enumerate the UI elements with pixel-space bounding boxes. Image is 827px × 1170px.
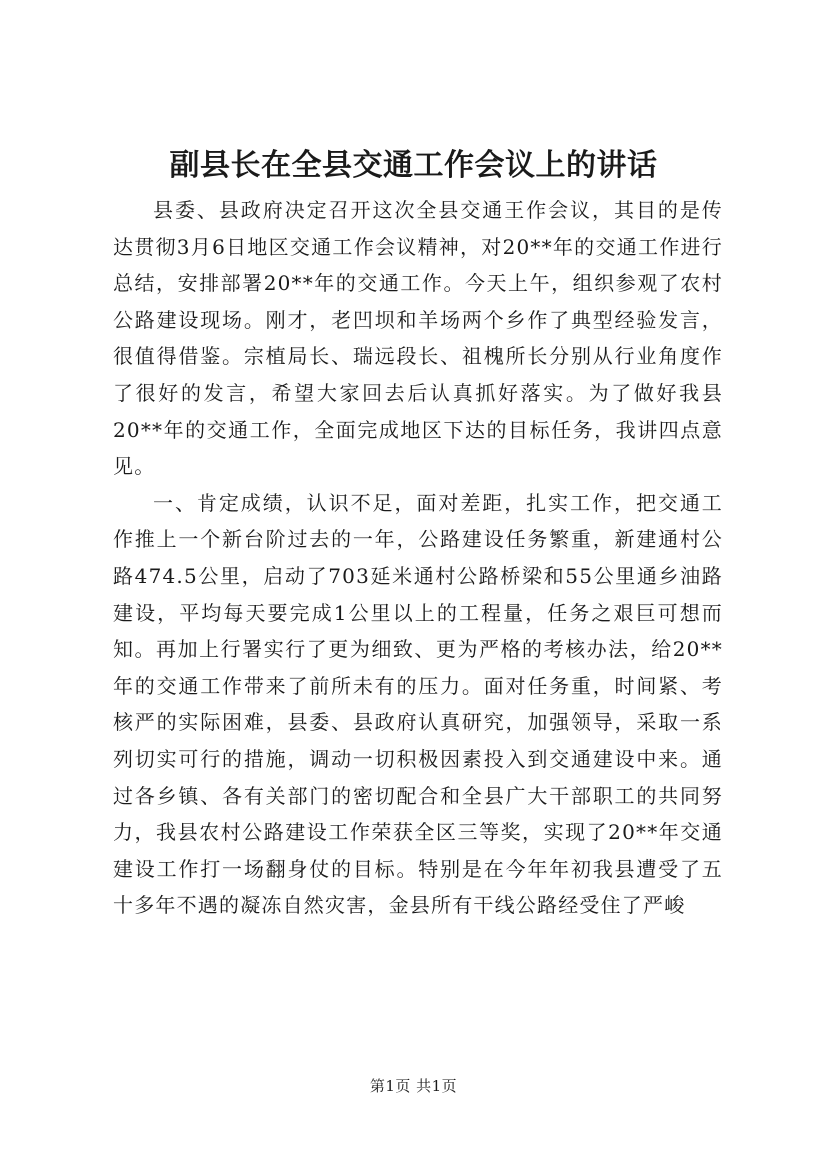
- paragraph-section-one: 一、肯定成绩，认识不足，面对差距，扎实工作，把交通工作推上一个新台阶过去的一年，公路建设任务繁重，新建通村公路474.5公里，启动了703延米通村公路桥梁和55公里通乡油路建设，平均每天要完成1公里以上的工程量，任务之艰巨可想而知。再加上行署实行了更为细致、更为严格的考核办法，给20**年的交通工作带来了前所未有的压力。面对任务重，时间紧、考核严的实际困难，县委、县政府认真研究，加强领导，采取一系列切实可行的措施，调动一切积极因素投入到交通建设中来。通过各乡镇、各有关部门的密切配合和全县广大干部职工的共同努力，我县农村公路建设工作荣获全区三等奖，实现了20**年交通建设工作打一场翻身仗的目标。特别是在今年年初我县遭受了五十多年不遇的凝冻自然灾害，金县所有干线公路经受住了严峻: [113, 490, 723, 918]
- document-title: 副县长在全县交通工作会议上的讲话: [169, 148, 658, 183]
- paragraph-intro: 县委、县政府决定召开这次全县交通王作会议，其目的是传达贯彻3月6日地区交通工作会议精神，对20**年的交通工作进行总结，安排部署20**年的交通工作。今天上午，组织参观了农村公路建设现场。刚才，老凹坝和羊场两个乡作了典型经验发言，很值得借鉴。宗植局长、瑞远段长、祖槐所长分别从行业角度作了很好的发言，希望大家回去后认真抓好落实。为了做好我县20**年的交通工作，全面完成地区下达的目标任务，我讲四点意见。: [113, 198, 723, 479]
- page-footer: 第1页 共1页: [369, 1077, 458, 1095]
- document-body: [113, 192, 723, 924]
